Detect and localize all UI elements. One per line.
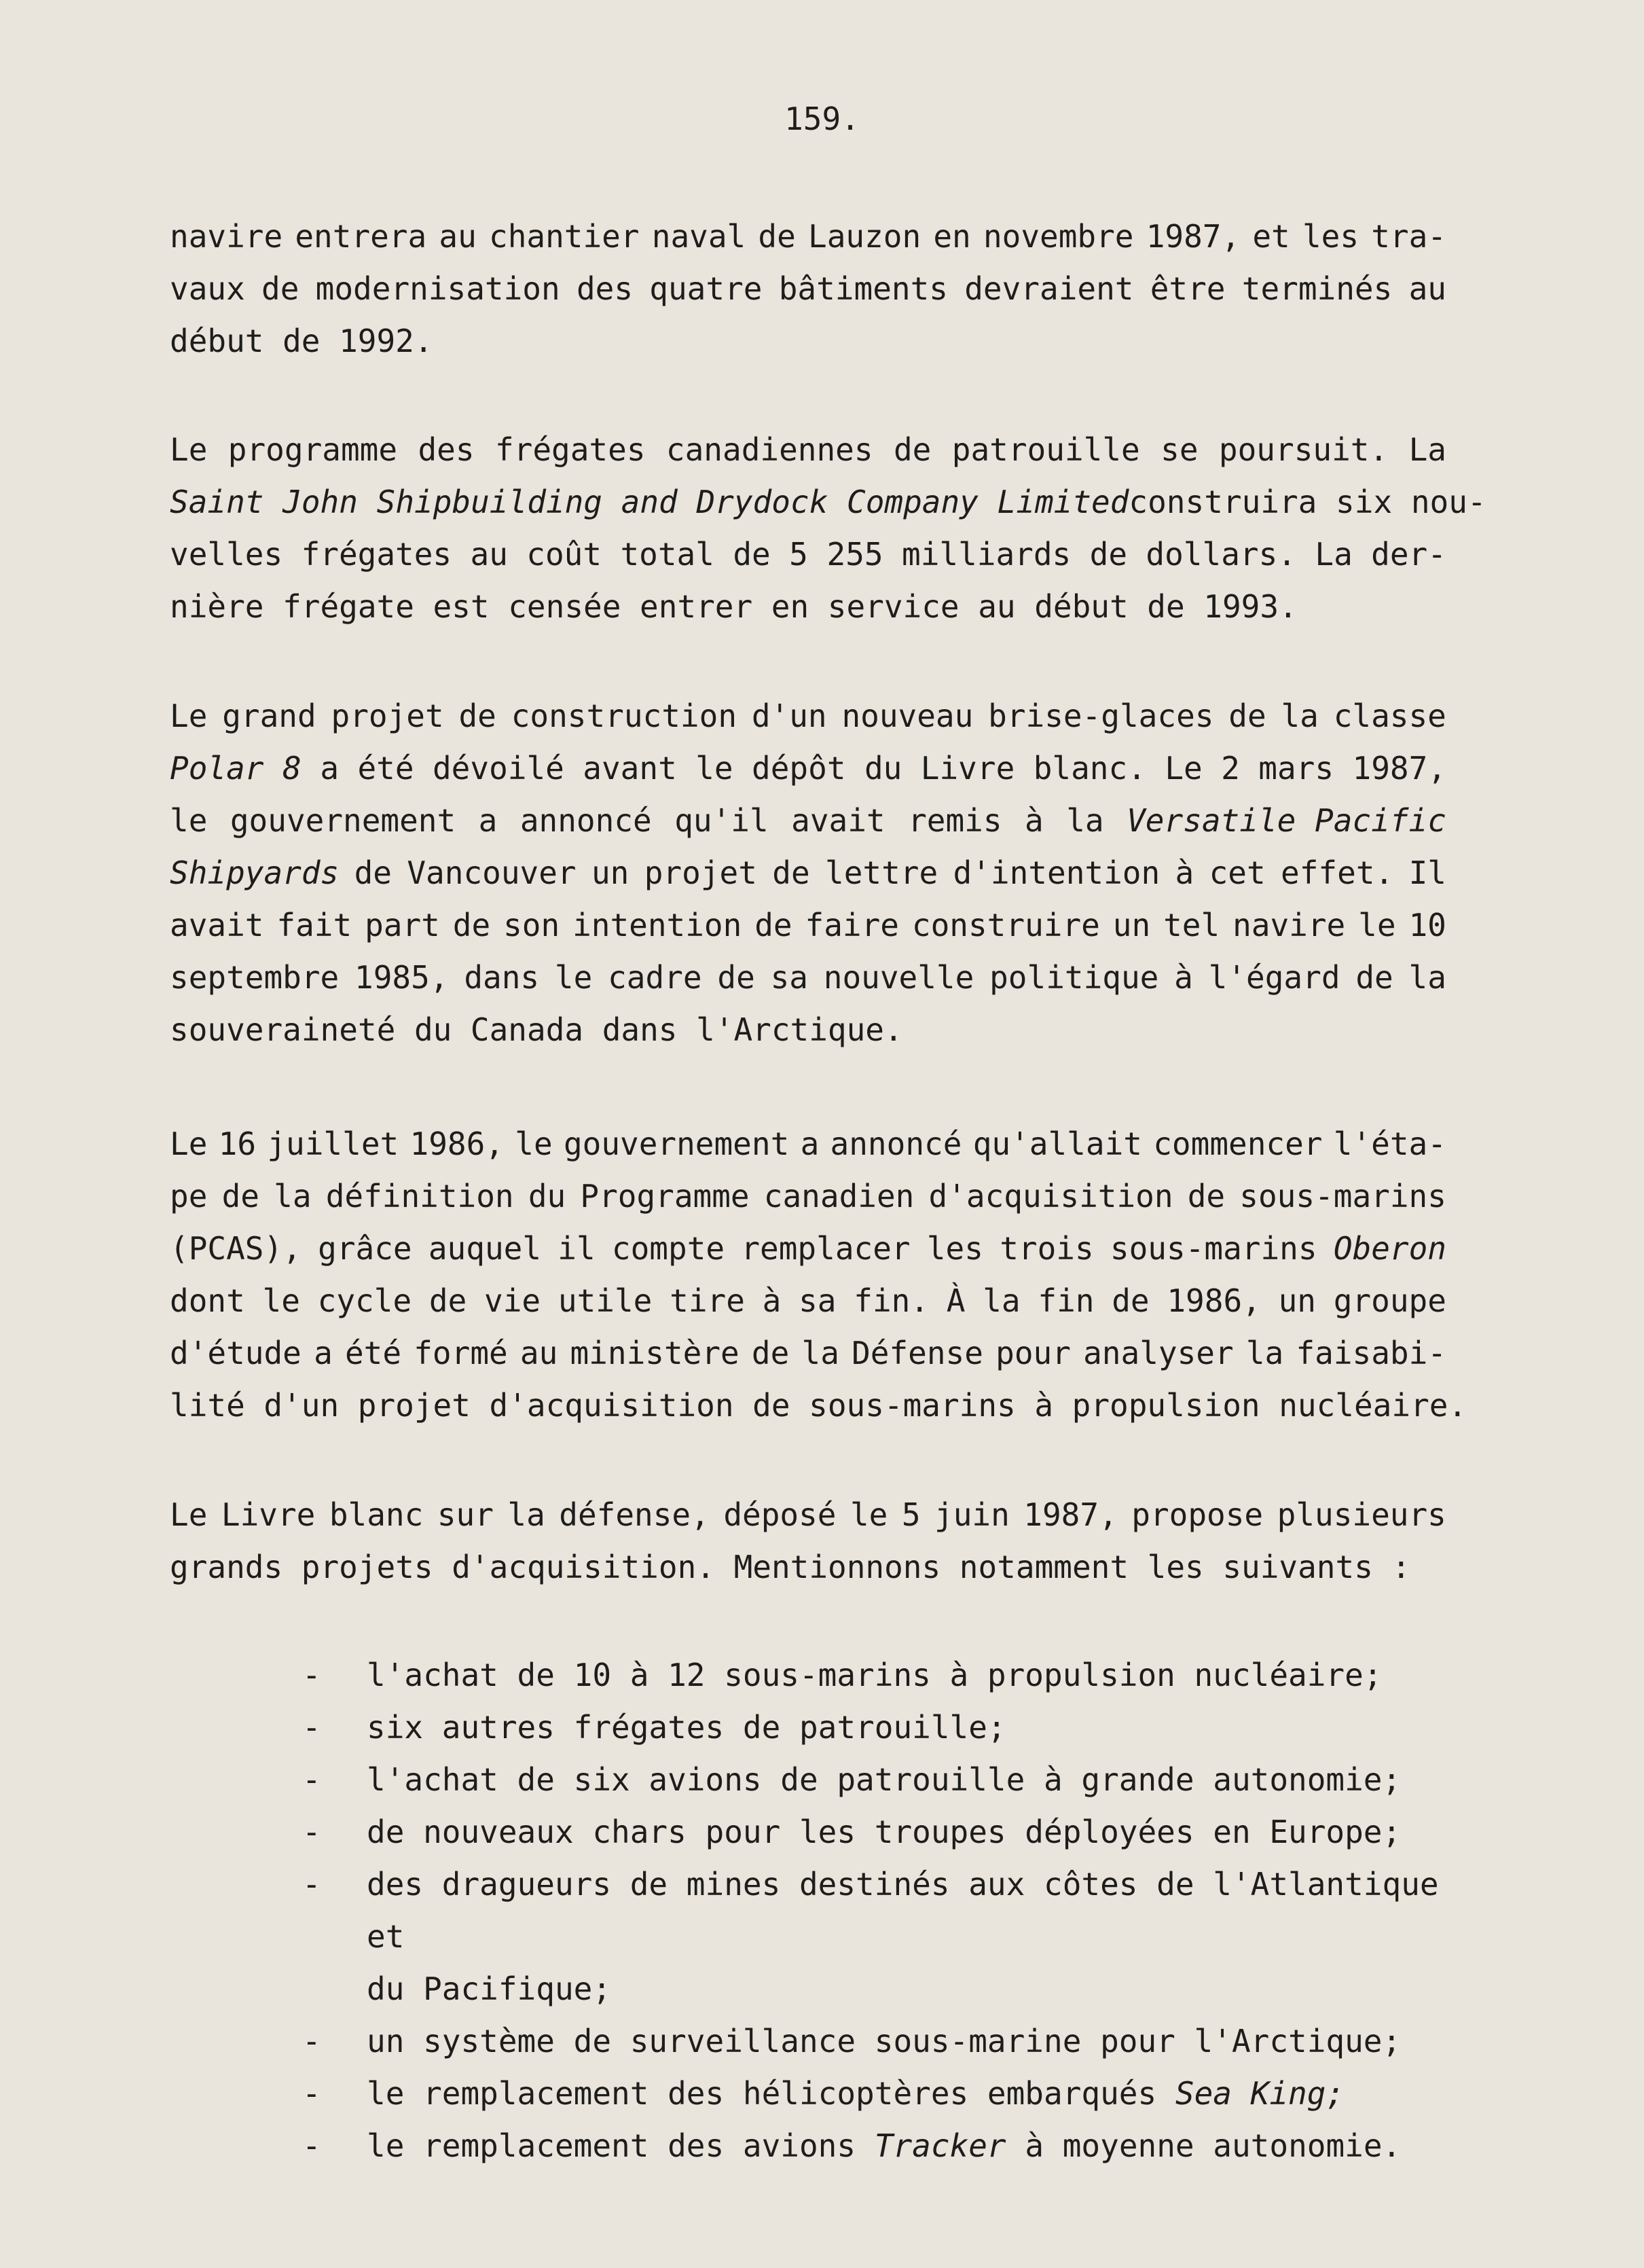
word: Livre [920,750,1015,787]
p3-line-4 [170,847,1446,899]
word: effet. [1281,854,1394,891]
word: Lauzon [808,218,921,255]
word: service [827,588,960,625]
word: faisabi- [1296,1335,1446,1371]
word: le [515,1126,553,1162]
word: navire [170,218,283,255]
word: 10 [1408,907,1446,943]
p2-line-2 [170,476,1486,528]
p5-line-2 [170,1541,1446,1594]
word: être [1150,270,1226,307]
word: poursuit. [1218,431,1389,468]
word: faire [805,907,899,943]
word: frégates [301,536,452,573]
list-item-text-cont: du Pacifique; [367,1970,612,2007]
list-item-text: l'achat de 10 à 12 sous-marins à propulsion nucléaire; [367,1657,1383,1693]
word: canadien [763,1178,915,1214]
word: lité [170,1387,245,1424]
word: au [1408,270,1446,307]
word: début [1034,588,1129,625]
word: d'acquisition [489,1387,734,1424]
word: La [1315,536,1353,573]
word: 5 [901,1496,921,1533]
company-name-versatile: Versatile Pacific [1127,802,1446,839]
word: de [893,431,932,468]
word: au [519,1335,558,1371]
word: a [320,750,340,787]
list-item-text: le remplacement des avions [367,2127,856,2164]
word: La [1408,431,1446,468]
word: commencer [1153,1126,1323,1162]
word: des [576,270,634,307]
list-item-text: un système de surveillance sous-marine pour l'Arctique; [367,2023,1402,2059]
word: de [282,323,321,359]
word: cadre [608,959,702,996]
aircraft-name: Tracker [874,2127,1006,2164]
word: cet [1209,854,1266,891]
word: la [1245,1335,1284,1371]
word: navire [1232,907,1346,943]
word: entrera [295,218,427,255]
word: suivants [1222,1549,1373,1585]
list-item-text: l'achat de six avions de patrouille à grande autonomie; [367,1761,1402,1798]
word: lettre [825,854,938,891]
word: été [344,1335,402,1371]
word: formé [414,1335,508,1371]
word: sa [799,1282,837,1319]
word: de [733,536,771,573]
list-item-text: le remplacement des hélicoptères embarqués [367,2075,1157,2112]
list-dash: - [302,2023,321,2059]
word: dans [464,959,540,996]
list-dash: - [302,2075,321,2112]
word: remplacer [741,1230,911,1267]
word: annoncé [830,1126,962,1162]
word: 1986, [1167,1282,1261,1319]
word: fait [276,907,352,943]
list-item [302,2120,1457,2172]
word: à [1175,854,1194,891]
word: gouvernement [230,802,456,839]
word: der- [1371,536,1446,573]
word: le [262,1282,300,1319]
word: du [864,750,902,787]
word: plusieurs [1277,1496,1446,1533]
word: d'acquisition [928,1178,1173,1214]
word: part [365,907,440,943]
p4-line-5 [170,1327,1446,1380]
word: définition [325,1178,514,1214]
word: canadiennes [665,431,873,468]
company-name: Saint John Shipbuilding and Drydock Company Limited [170,484,1129,520]
word: et [1252,218,1290,255]
word: construire [911,907,1100,943]
word: dans [602,1011,678,1048]
word: la [1408,959,1446,996]
p1-line-1 [170,211,1446,263]
word: les [1302,218,1359,255]
word: Défense [852,1335,983,1371]
word: blanc. [1033,750,1146,787]
p4-line-4 [170,1275,1446,1327]
word: de [221,1178,259,1214]
list-item-text: six autres frégates de patrouille; [367,1709,1006,1746]
word: Le [170,698,208,734]
word: programme [227,431,398,468]
p3-line-7 [170,1004,1446,1056]
word: Programme [580,1178,750,1214]
word: quatre [649,270,763,307]
p4-line-1 [170,1118,1446,1170]
word: milliards [902,536,1072,573]
word: de [1089,536,1128,573]
word: sous-marins [1239,1178,1446,1214]
word: Le [170,431,208,468]
word: des [418,431,475,468]
list-dash: - [302,1761,321,1798]
word: tra- [1371,218,1446,255]
word: terminés [1241,270,1393,307]
word: Vancouver [407,854,577,891]
word: 1987, [1352,750,1446,787]
word: Le [170,1496,208,1533]
p3-line-6 [170,952,1446,1004]
word: projet [644,854,757,891]
word: grâce [318,1230,412,1267]
word: 1985, [354,959,449,996]
word: total [620,536,714,573]
word: au [470,536,508,573]
word: nouveau [841,698,974,734]
word: défense, [559,1496,710,1533]
list-dash: - [302,1814,321,1850]
word: à [762,1282,782,1319]
word: notamment [959,1549,1129,1585]
paragraph-3 [170,690,1446,1056]
paragraph-4 [170,1118,1467,1432]
word: tel [1163,907,1220,943]
word: chantier [489,218,640,255]
word: à [1034,1387,1054,1424]
word: projet [331,698,444,734]
word: la [801,1335,839,1371]
word: mars [1258,750,1334,787]
word: été [357,750,414,787]
word: de [758,218,796,255]
word: grands [170,1549,283,1585]
word: projets [301,1549,433,1585]
list-item [302,2068,1457,2120]
word: pe [170,1178,208,1214]
word: vie [484,1282,541,1319]
word: novembre [983,218,1134,255]
word: les [926,1230,983,1267]
word: classe [1333,698,1446,734]
word: souveraineté [170,1011,396,1048]
p2-line-1 [170,424,1446,476]
word: 2 [1221,750,1240,787]
word: compte [611,1230,725,1267]
word: intention [572,907,742,943]
word: qu'il [674,802,769,839]
word: utile [558,1282,653,1319]
word: Le [1165,750,1203,787]
word: 5 255 [789,536,883,573]
word: fin [1038,1282,1095,1319]
word: dépôt [752,750,846,787]
word: sous-marins [1110,1230,1317,1267]
word: la [507,1496,545,1533]
word: de [1355,959,1393,996]
word: un [1112,907,1151,943]
word: a [800,1126,820,1162]
word: brise-glaces [988,698,1214,734]
word: (PCAS), [170,1230,302,1267]
word: avait [170,907,264,943]
word: propulsion [1072,1387,1260,1424]
word: il [558,1230,596,1267]
list-dash: - [302,1709,321,1746]
list-item [302,1649,1457,1702]
paragraph-2 [170,424,1486,633]
word: de [458,698,496,734]
p3-line-5 [170,899,1446,952]
word: sur [437,1496,494,1533]
word: fin. [854,1282,930,1319]
word: Le [170,1126,208,1162]
list-item [302,1754,1457,1806]
word: coût [526,536,602,573]
word: Canada [470,1011,584,1048]
word: nucléaire. [1279,1387,1467,1424]
word: gouvernement [563,1126,790,1162]
helicopter-name: Sea King; [1175,2075,1345,2112]
word: le [850,1496,888,1533]
word: début [170,323,264,359]
word: : [1391,1549,1411,1585]
word: du [414,1011,452,1048]
p4-line-2 [170,1170,1446,1223]
p1-line-3 [170,315,1446,367]
word: a [314,1335,333,1371]
word: la [983,1282,1021,1319]
word: de [754,907,792,943]
word: d'intention [953,854,1161,891]
word: politique [989,959,1159,996]
word: de [1187,1178,1226,1214]
paragraph-1 [170,211,1446,367]
word: juillet [267,1126,399,1162]
word: le [554,959,593,996]
word: de [1112,1282,1150,1319]
word: avant [583,750,677,787]
list-item [302,1858,1457,2015]
word: d'un [263,1387,340,1424]
word: analyser [1083,1335,1234,1371]
word: de [752,1387,790,1424]
ship-class: Polar 8 [170,750,302,787]
p4-line-3 [170,1223,1446,1275]
list-dash: - [302,1866,321,1903]
word: 1993. [1203,588,1298,625]
word: septembre [170,959,340,996]
word: patrouille [951,431,1140,468]
word: se [1161,431,1199,468]
word: d'acquisition. [452,1549,715,1585]
word: avait [791,802,885,839]
word: devraient [964,270,1134,307]
word: Mentionnons [733,1549,941,1585]
word: construction [511,698,737,734]
word: la [1281,698,1319,734]
word: a [478,802,498,839]
word: l'éta- [1333,1126,1446,1162]
p5-line-1 [170,1489,1446,1541]
word: un [591,854,629,891]
word: blanc [329,1496,424,1533]
p2-line-3 [170,528,1446,581]
word: remis [908,802,1002,839]
word: sa [770,959,808,996]
word: le [170,802,208,839]
word: projet [357,1387,471,1424]
word: entrer [640,588,753,625]
word: 1987, [1146,218,1241,255]
word: déposé [723,1496,837,1533]
word: vaux [170,270,245,307]
word: naval [651,218,746,255]
word: le [1358,907,1396,943]
word: À [946,1282,966,1319]
word: frégate [282,588,414,625]
list-item-text: de nouveaux chars pour les troupes déployées en Europe; [367,1814,1402,1850]
word: un [1278,1282,1316,1319]
word: tire [670,1282,745,1319]
word: dévoilé [432,750,564,787]
word: la [1066,802,1104,839]
word: de [1228,698,1266,734]
word: le [695,750,733,787]
p3-line-1 [170,690,1446,742]
word: de [751,1335,790,1371]
word: au [978,588,1016,625]
submarine-name: Oberon [1333,1230,1446,1267]
word: 16 [218,1126,257,1162]
page-number: 159. [784,101,860,137]
word: dont [170,1282,245,1319]
word: de [772,854,810,891]
company-name-shipyards: Shipyards [170,854,340,891]
word: 1992. [339,323,433,359]
p3-line-3 [170,795,1446,847]
word: modernisation [315,270,560,307]
word: est [433,588,490,625]
word: l'Arctique. [696,1011,903,1048]
paragraph-5 [170,1489,1446,1594]
word: de [261,270,299,307]
word: ministère [570,1335,739,1371]
word: de [1147,588,1185,625]
p2-line-2-rest: construira six nou- [1129,484,1486,520]
word: auquel [428,1230,542,1267]
word: nière [170,588,264,625]
word: à [1025,802,1044,839]
list-item-text: des dragueurs de mines destinés aux côtes de l'Atlantique et [367,1866,1439,1955]
word: trois [1000,1230,1094,1267]
word: d'un [751,698,827,734]
word: 1987, [1023,1496,1118,1533]
word: censée [508,588,621,625]
word: grand [222,698,316,734]
word: les [1147,1549,1204,1585]
word: de [354,854,392,891]
word: frégates [494,431,646,468]
list-item-text-end: à moyenne autonomie. [1025,2127,1402,2164]
word: son [503,907,560,943]
word: l'égard [1208,959,1340,996]
word: en [771,588,809,625]
word: annoncé [519,802,652,839]
p4-line-6 [170,1380,1467,1432]
word: d'étude [170,1335,302,1371]
word: dollars. [1146,536,1296,573]
list-item [302,1806,1457,1858]
word: du [528,1178,566,1214]
p1-line-2 [170,263,1446,315]
word: cycle [317,1282,412,1319]
word: Livre [221,1496,316,1533]
word: Il [1408,854,1446,891]
word: de [452,907,491,943]
word: juin [934,1496,1010,1533]
word: sous-marins [809,1387,1016,1424]
acquisition-list [302,1649,1457,2172]
list-item [302,2015,1457,2068]
word: de [717,959,755,996]
word: velles [170,536,283,573]
word: groupe [1333,1282,1446,1319]
word: nouvelle [823,959,974,996]
word: au [439,218,477,255]
word: la [274,1178,312,1214]
list-dash: - [302,1657,321,1693]
word: propose [1131,1496,1264,1533]
p2-line-4 [170,581,1446,633]
p3-line-2 [170,742,1446,795]
word: de [428,1282,467,1319]
word: pour [995,1335,1071,1371]
word: bâtiments [778,270,948,307]
list-dash: - [302,2127,321,2164]
word: qu'allait [972,1126,1142,1162]
word: 1986, [409,1126,504,1162]
list-item [302,1702,1457,1754]
word: en [933,218,971,255]
word: à [1174,959,1193,996]
